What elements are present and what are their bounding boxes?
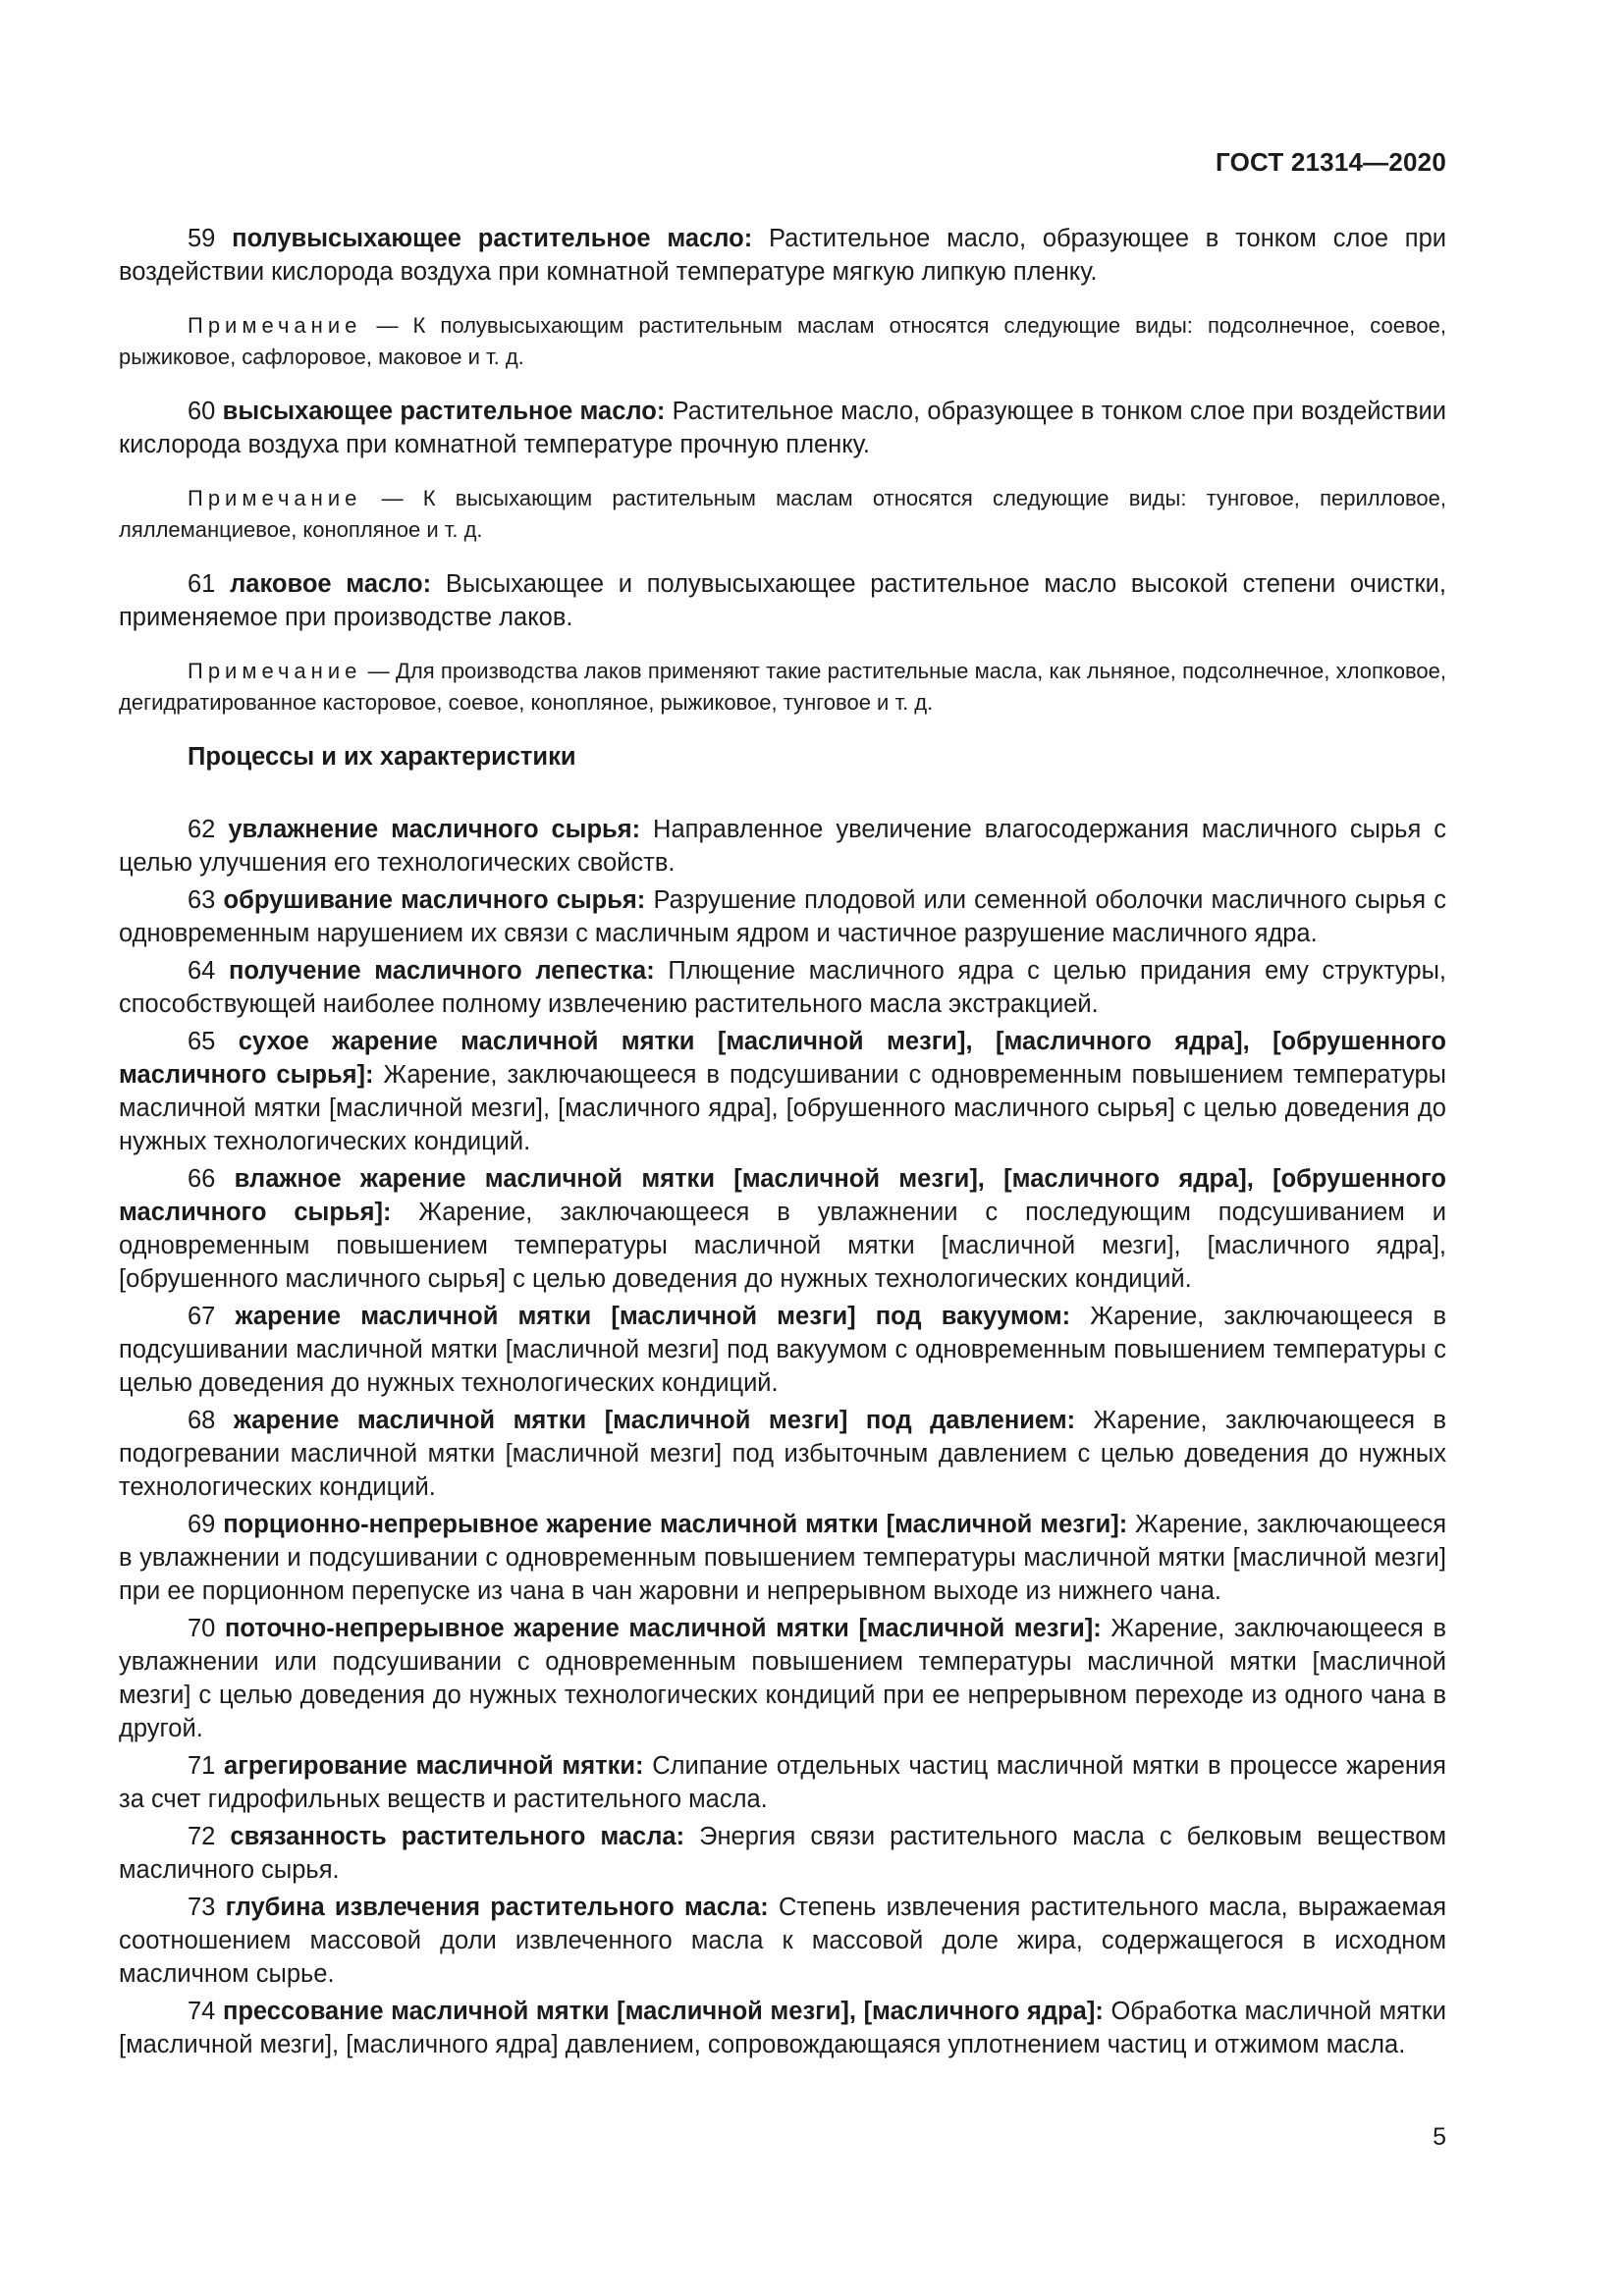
term-name: связанность растительного масла: <box>230 1823 685 1850</box>
term-name: жарение масличной мятки [масличной мезги] под вакуумом: <box>235 1303 1071 1330</box>
term-number: 74 <box>188 1998 216 2025</box>
note-61 <box>119 656 1446 719</box>
term-name: полувысыхающее растительное масло: <box>232 225 753 252</box>
note-text: — К высыхающим растительным маслам относятся следующие виды: тунговое, перилловое, ляллеманциевое, конопляное и т. д. <box>119 486 1446 542</box>
term-entry-62 <box>119 813 1446 880</box>
term-definition: Жарение, заключающееся в увлажнении с последующим подсушиванием и одновременным повышением температуры масличной мятки [масличной мезги], [масличного ядра], [обрушенного масличного сырья] с целью доведения до нужных технологических кондиций. <box>119 1199 1447 1293</box>
term-name: глубина извлечения растительного масла: <box>225 1894 769 1921</box>
term-definition: Разрушение плодовой или семенной оболочки масличного сырья с одновременным нарушением их связи с масличным ядром и частичное разрушение масличного ядра. <box>119 886 1446 947</box>
term-number: 72 <box>188 1823 216 1850</box>
note-59 <box>119 310 1446 373</box>
term-name: порционно-непрерывное жарение масличной мятки [масличной мезги]: <box>223 1511 1128 1538</box>
term-number: 66 <box>188 1165 216 1193</box>
note-label: Примечание <box>188 659 362 683</box>
term-entry-68 <box>119 1404 1446 1504</box>
section-heading: Процессы и их характеристики <box>188 743 576 771</box>
term-definition: Плющение масличного ядра с целью придания ему структуры, способствующей наиболее полному извлечению растительного масла экстракцией. <box>119 957 1446 1018</box>
term-entry-64 <box>119 954 1446 1021</box>
note-label: Примечание <box>188 313 362 338</box>
term-entry-59 <box>119 222 1446 289</box>
term-number: 59 <box>188 225 216 252</box>
note-text: — Для производства лаков применяют такие растительные масла, как льняное, подсолнечное, хлопковое, дегидратированное касторовое, соевое, конопляное, рыжиковое, тунговое и т. д. <box>119 659 1446 715</box>
term-definition: Направленное увеличение влагосодержания масличного сырья с целью улучшения его технологических свойств. <box>119 816 1446 877</box>
term-name: получение масличного лепестка: <box>229 957 655 985</box>
term-definition: Слипание отдельных частиц масличной мятки в процессе жарения за счет гидрофильных веществ и растительного масла. <box>119 1752 1446 1813</box>
document-page <box>119 0 1446 2296</box>
page-number: 5 <box>1433 2123 1446 2151</box>
term-number: 62 <box>188 816 216 843</box>
term-name: прессование масличной мятки [масличной мезги], [масличного ядра]: <box>222 1998 1104 2025</box>
term-entry-63 <box>119 883 1446 950</box>
note-label: Примечание <box>188 486 362 510</box>
term-entry-65 <box>119 1025 1446 1158</box>
term-entry-72 <box>119 1820 1446 1887</box>
term-name: обрушивание масличного сырья: <box>223 886 646 914</box>
term-definition: Жарение, заключающееся в увлажнении и подсушивании с одновременным повышением температуры масличной мятки [масличной мезги] при ее порционном перепуске из чана в чан жаровни и непрерывном выходе из нижнего чана. <box>119 1511 1447 1605</box>
term-number: 71 <box>188 1752 216 1780</box>
term-definition: Жарение, заключающееся в подсушивании масличной мятки [масличной мезги] под вакуумом с одновременным повышением температуры с целью доведения до нужных технологических кондиций. <box>119 1303 1447 1397</box>
term-name: поточно-непрерывное жарение масличной мятки [масличной мезги]: <box>224 1615 1102 1642</box>
term-number: 60 <box>188 398 216 425</box>
term-entry-74 <box>119 1995 1446 2061</box>
term-name: лаковое масло: <box>230 570 432 598</box>
term-definition: Жарение, заключающееся в подсушивании с одновременным повышением температуры масличной мятки [масличной мезги], [масличного ядра], [обрушенного масличного сырья] с целью доведения до нужных технологических кондиций. <box>119 1061 1446 1155</box>
term-definition: Жарение, заключающееся в подогревании масличной мятки [масличной мезги] под избыточным давлением с целью доведения до нужных технологических кондиций. <box>119 1407 1447 1501</box>
term-entry-71 <box>119 1749 1446 1816</box>
term-name: увлажнение масличного сырья: <box>228 816 641 843</box>
term-number: 64 <box>188 957 216 985</box>
term-number: 68 <box>188 1407 216 1434</box>
term-definition: Степень извлечения растительного масла, выражаемая соотношением массовой доли извлеченного масла к массовой доле жира, содержащегося в исходном масличном сырье. <box>119 1894 1447 1988</box>
term-name: жарение масличной мятки [масличной мезги] под давлением: <box>233 1407 1076 1434</box>
document-body <box>119 222 1446 2065</box>
document-id-header: ГОСТ 21314—2020 <box>1216 147 1446 177</box>
term-entry-73 <box>119 1891 1446 1991</box>
term-name: сухое жарение масличной мятки [масличной мезги], [масличного ядра], [обрушенного масличного сырья]: <box>119 1028 1446 1089</box>
note-60 <box>119 483 1446 546</box>
term-name: влажное жарение масличной мятки [масличной мезги], [масличного ядра], [обрушенного масличного сырья]: <box>119 1165 1446 1226</box>
term-number: 63 <box>188 886 216 914</box>
term-entry-66 <box>119 1162 1446 1296</box>
term-definition: Растительное масло, образующее в тонком слое при воздействии кислорода воздуха при комнатной температуре прочную пленку. <box>119 398 1446 458</box>
term-definition: Жарение, заключающееся в увлажнении или подсушивании с одновременным повышением температуры масличной мятки [масличной мезги] с целью доведения до нужных технологических кондиций при ее непрерывном переходе из одного чана в другой. <box>119 1615 1446 1742</box>
term-entry-69 <box>119 1508 1446 1608</box>
term-number: 61 <box>188 570 216 598</box>
term-number: 69 <box>188 1511 216 1538</box>
term-entry-61 <box>119 567 1446 634</box>
term-definition: Энергия связи растительного масла с белковым веществом масличного сырья. <box>119 1823 1446 1884</box>
term-entry-70 <box>119 1612 1446 1745</box>
term-number: 73 <box>188 1894 216 1921</box>
term-definition: Высыхающее и полувысыхающее растительное масло высокой степени очистки, применяемое при производстве лаков. <box>119 570 1446 631</box>
term-entry-67 <box>119 1300 1446 1400</box>
term-number: 65 <box>188 1028 216 1055</box>
note-text: — К полувысыхающим растительным маслам относятся следующие виды: подсолнечное, соевое, рыжиковое, сафлоровое, маковое и т. д. <box>119 313 1446 369</box>
term-entry-60 <box>119 395 1446 461</box>
term-number: 70 <box>188 1615 216 1642</box>
term-number: 67 <box>188 1303 216 1330</box>
term-definition: Растительное масло, образующее в тонком слое при воздействии кислорода воздуха при комнатной температуре мягкую липкую пленку. <box>119 225 1447 286</box>
term-definition: Обработка масличной мятки [масличной мезги], [масличного ядра] давлением, сопровождающаяся уплотнением частиц и отжимом масла. <box>119 1998 1446 2058</box>
term-name: агрегирование масличной мятки: <box>224 1752 644 1780</box>
term-name: высыхающее растительное масло: <box>222 398 666 425</box>
